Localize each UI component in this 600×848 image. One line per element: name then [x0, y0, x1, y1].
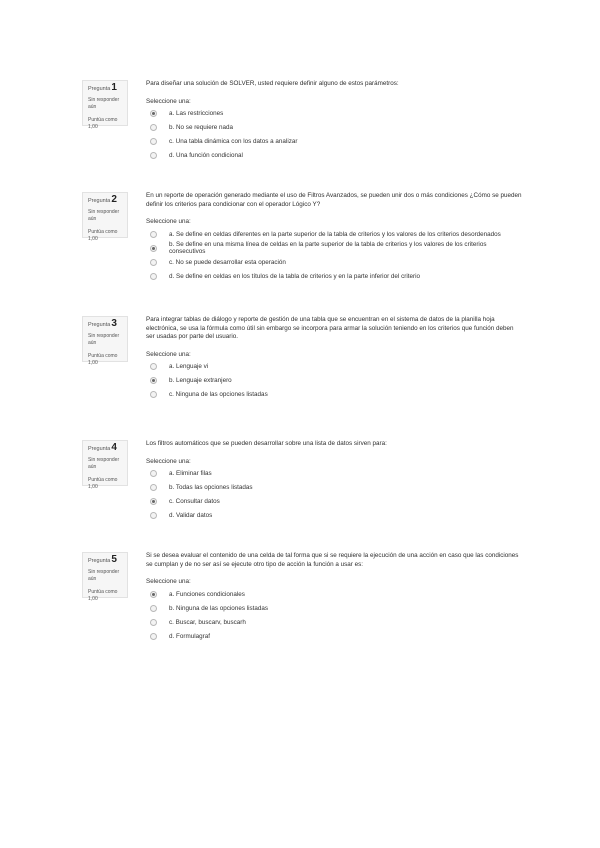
question-info	[82, 440, 128, 490]
answer-option[interactable]	[146, 601, 522, 615]
question-text: Si se desea evaluar el contenido de una celda de tal forma que si se requiere la ejecución de una acción en caso que las condiciones se cumplan y de no ser así se ejecute otro tipo de acción la función a usar es:	[146, 552, 519, 568]
radio-button[interactable]	[150, 231, 157, 238]
question-status: Sin responder aún	[88, 97, 120, 110]
answer-option[interactable]	[146, 495, 522, 509]
question-body	[146, 440, 522, 523]
answer-option[interactable]	[146, 587, 522, 601]
radio-button[interactable]	[150, 152, 157, 159]
answer-option[interactable]	[146, 269, 522, 283]
answer-list	[146, 107, 522, 163]
radio-button[interactable]	[150, 633, 157, 640]
answer-label: d. Formulagraf	[169, 632, 210, 640]
radio-button[interactable]	[150, 470, 157, 477]
answer-option[interactable]	[146, 360, 522, 374]
question-number: 5	[111, 554, 117, 565]
question-info	[82, 80, 128, 130]
answer-list	[146, 227, 522, 283]
answer-list	[146, 467, 522, 523]
answer-option[interactable]	[146, 388, 522, 402]
question-text: Para integrar tablas de diálogo y reporte de gestión de una tabla que se encuentran en el sistema de datos de la planilla hoja electrónica, se usa la fórmula como útil sin embargo se incorpora para armar la solución teniendo en los criterios que función deben ser usadas por parte del usuario.	[146, 316, 514, 341]
radio-button[interactable]	[150, 512, 157, 519]
answer-label: a. Se define en celdas diferentes en la parte superior de la tabla de criterios y los valores de los criterios desordenados	[169, 230, 501, 238]
answer-prompt: Seleccione una:	[146, 578, 191, 586]
answer-label: a. Funciones condicionales	[169, 590, 245, 598]
question-info	[82, 552, 128, 602]
answer-option[interactable]	[146, 121, 522, 135]
question-status: Sin responder aún	[88, 457, 120, 470]
question-grade: Puntúa como 1,00	[88, 117, 118, 130]
question-text: En un reporte de operación generado mediante el uso de Filtros Avanzados, se pueden unir dos o más condiciones ¿Cómo se pueden definir los criterios para condicionar con el operador Lógico Y?	[146, 192, 522, 208]
radio-button[interactable]	[150, 498, 157, 505]
answer-option[interactable]	[146, 255, 522, 269]
answer-label: b. Todas las opciones listadas	[169, 484, 253, 492]
question-grade: Puntúa como 1,00	[88, 589, 118, 602]
radio-button[interactable]	[150, 363, 157, 370]
question-info	[82, 316, 128, 366]
question-label: Pregunta	[88, 198, 111, 204]
radio-button[interactable]	[150, 259, 157, 266]
radio-button[interactable]	[150, 110, 157, 117]
answer-label: a. Eliminar filas	[169, 470, 212, 478]
answer-option[interactable]	[146, 509, 522, 523]
answer-label: b. Se define en una misma línea de celdas en la parte superior de la tabla de criterios y los valores de los criterios consecutivos	[169, 241, 487, 256]
radio-button[interactable]	[150, 138, 157, 145]
radio-button[interactable]	[150, 273, 157, 280]
answer-label: c. Ninguna de las opciones listadas	[169, 391, 268, 399]
answer-list	[146, 587, 522, 643]
question-body	[146, 192, 522, 283]
answer-list	[146, 360, 522, 402]
question-status: Sin responder aún	[88, 569, 120, 582]
question-label: Pregunta	[88, 558, 111, 564]
question-number: 1	[111, 82, 117, 93]
answer-option[interactable]	[146, 241, 522, 255]
question-status: Sin responder aún	[88, 209, 120, 222]
question-grade: Puntúa como 1,00	[88, 477, 118, 490]
answer-prompt: Seleccione una:	[146, 350, 191, 358]
answer-label: b. Ninguna de las opciones listadas	[169, 604, 269, 612]
answer-label: d. Validar datos	[169, 512, 213, 520]
question-grade: Puntúa como 1,00	[88, 229, 118, 242]
answer-option[interactable]	[146, 467, 522, 481]
answer-option[interactable]	[146, 615, 522, 629]
question-label: Pregunta	[88, 322, 111, 328]
question-text: Los filtros automáticos que se pueden desarrollar sobre una lista de datos sirven para:	[146, 440, 387, 447]
question-body	[146, 316, 522, 402]
radio-button[interactable]	[150, 591, 157, 598]
answer-label: d. Una función condicional	[169, 152, 243, 160]
answer-label: d. Se define en celdas en los títulos de la tabla de criterios y en la parte inferior del criterio	[169, 272, 420, 280]
question-number: 3	[111, 318, 117, 329]
answer-option[interactable]	[146, 107, 522, 121]
answer-label: b. Lenguaje extranjero	[169, 377, 232, 385]
answer-prompt: Seleccione una:	[146, 97, 191, 105]
answer-option[interactable]	[146, 629, 522, 643]
question-status: Sin responder aún	[88, 333, 120, 346]
question-grade: Puntúa como 1,00	[88, 353, 118, 366]
answer-option[interactable]	[146, 227, 522, 241]
answer-option[interactable]	[146, 374, 522, 388]
answer-label: a. Las restricciones	[169, 110, 224, 118]
radio-button[interactable]	[150, 377, 157, 384]
question-label: Pregunta	[88, 86, 111, 92]
question-text: Para diseñar una solución de SOLVER, usted requiere definir alguno de estos parámetros:	[146, 80, 399, 87]
answer-prompt: Seleccione una:	[146, 218, 191, 226]
answer-option[interactable]	[146, 149, 522, 163]
answer-option[interactable]	[146, 135, 522, 149]
answer-option[interactable]	[146, 481, 522, 495]
answer-label: c. Buscar, buscarv, buscarh	[169, 618, 246, 626]
question-label: Pregunta	[88, 446, 111, 452]
radio-button[interactable]	[150, 619, 157, 626]
answer-label: a. Lenguaje vi	[169, 363, 209, 371]
answer-label: c. Una tabla dinámica con los datos a analizar	[169, 138, 298, 146]
radio-button[interactable]	[150, 124, 157, 131]
answer-label: c. No se puede desarrollar esta operación	[169, 258, 286, 266]
answer-label: b. No se requiere nada	[169, 124, 234, 132]
question-number: 4	[111, 442, 117, 453]
radio-button[interactable]	[150, 484, 157, 491]
answer-label: c. Consultar datos	[169, 498, 220, 506]
question-info	[82, 192, 128, 242]
radio-button[interactable]	[150, 245, 157, 252]
radio-button[interactable]	[150, 605, 157, 612]
radio-button[interactable]	[150, 391, 157, 398]
question-body	[146, 552, 522, 643]
question-body	[146, 80, 522, 163]
question-number: 2	[111, 194, 117, 205]
answer-prompt: Seleccione una:	[146, 457, 191, 465]
